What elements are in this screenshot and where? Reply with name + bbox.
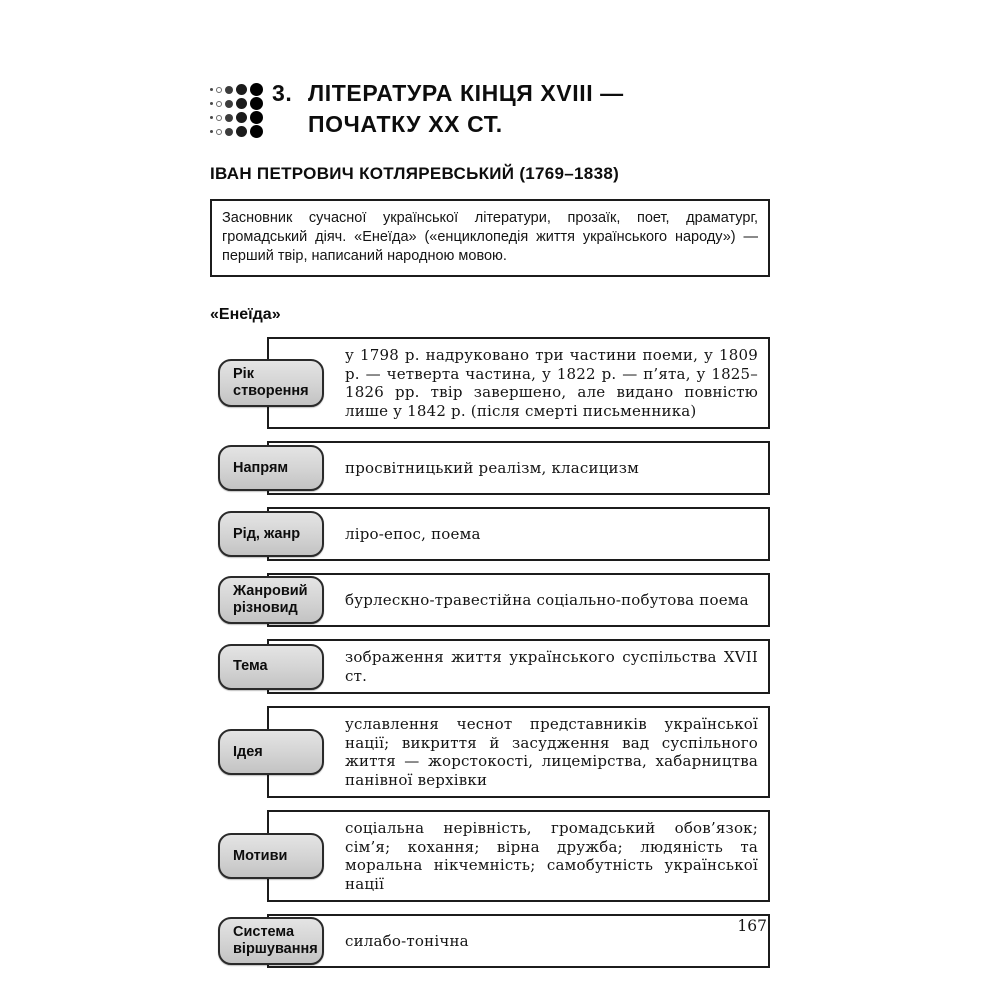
row-content-text: уславлення чеснот представників української нації; викриття й засудження вад суспільного життя — жорстокості, лицемірства, хабарництва панівної верхівки (345, 715, 758, 789)
author-summary-box (210, 199, 770, 277)
work-title: «Енеїда» (210, 306, 281, 323)
row-content (267, 573, 770, 627)
row-label (218, 833, 324, 879)
row-label (218, 644, 324, 690)
row-label-text: Рік створення (233, 366, 309, 399)
table-row-zhanrovyi-riznovyd (210, 573, 770, 627)
chapter-header (210, 78, 770, 140)
chapter-number: 3. (272, 80, 293, 106)
row-content (267, 639, 770, 694)
row-content-text: у 1798 р. надруковано три частини поеми, у 1809 р. — четверта частина, у 1822 р. — п’ята, у 1825–1826 рр. твір завершено, але видано повністю лише у 1842 р. (після смерті письменника) (345, 346, 758, 420)
row-label-text: Ідея (233, 743, 263, 760)
row-content (267, 914, 770, 968)
row-content (267, 507, 770, 561)
row-content-text: ліро-епос, поема (345, 524, 481, 543)
dots-grid-icon (210, 78, 272, 139)
row-label (218, 576, 324, 624)
row-label (218, 511, 324, 557)
row-label-text: Тема (233, 658, 268, 674)
chapter-title (272, 78, 624, 140)
row-label (218, 445, 324, 491)
row-content-text: соціальна нерівність, громадський обов’язок; сім’я; кохання; вірна дружба; людяність та моральна нікчемність; самобутність української нації (345, 819, 758, 893)
table-row-napriam (210, 441, 770, 495)
row-label-text: Напрям (233, 459, 289, 476)
page-content (210, 78, 770, 980)
table-row-tema (210, 639, 770, 694)
chapter-title-line-1: ЛІТЕРАТУРА КІНЦЯ XVIII — (308, 80, 624, 106)
work-analysis-table (210, 337, 770, 968)
row-content (267, 810, 770, 902)
row-label-text: Система віршування (233, 924, 318, 957)
row-content-text: силабо-тонічна (345, 931, 469, 950)
author-summary-text: Засновник сучасної української літератури, прозаїк, поет, драматург, громадський діяч. «Енеїда» («енциклопедія життя українського народу») — перший твір, написаний народною мовою. (222, 210, 758, 264)
row-label-text: Рід, жанр (233, 525, 301, 542)
table-row-systema-virshuvannia (210, 914, 770, 968)
chapter-title-lines (308, 78, 624, 140)
row-label (218, 359, 324, 407)
page-number: 167 (737, 917, 767, 935)
table-row-motyvy (210, 810, 770, 902)
table-row-ideia (210, 706, 770, 798)
author-heading: ІВАН ПЕТРОВИЧ КОТЛЯРЕВСЬКИЙ (1769–1838) (210, 164, 620, 183)
row-content (267, 706, 770, 798)
table-row-rid-zhanr (210, 507, 770, 561)
row-content-text: бурлескно-травестійна соціально-побутова поема (345, 590, 749, 609)
row-content-text: зображення життя українського суспільства XVII ст. (345, 648, 758, 685)
table-row-rik-stvorennia (210, 337, 770, 429)
row-content (267, 441, 770, 495)
row-label (218, 729, 324, 775)
row-content-text: просвітницький реалізм, класицизм (345, 458, 639, 477)
chapter-title-line-2: ПОЧАТКУ XX СТ. (308, 111, 503, 137)
row-label (218, 917, 324, 965)
row-content (267, 337, 770, 429)
row-label-text: Жанровий різновид (233, 583, 308, 616)
row-label-text: Мотиви (233, 847, 288, 864)
